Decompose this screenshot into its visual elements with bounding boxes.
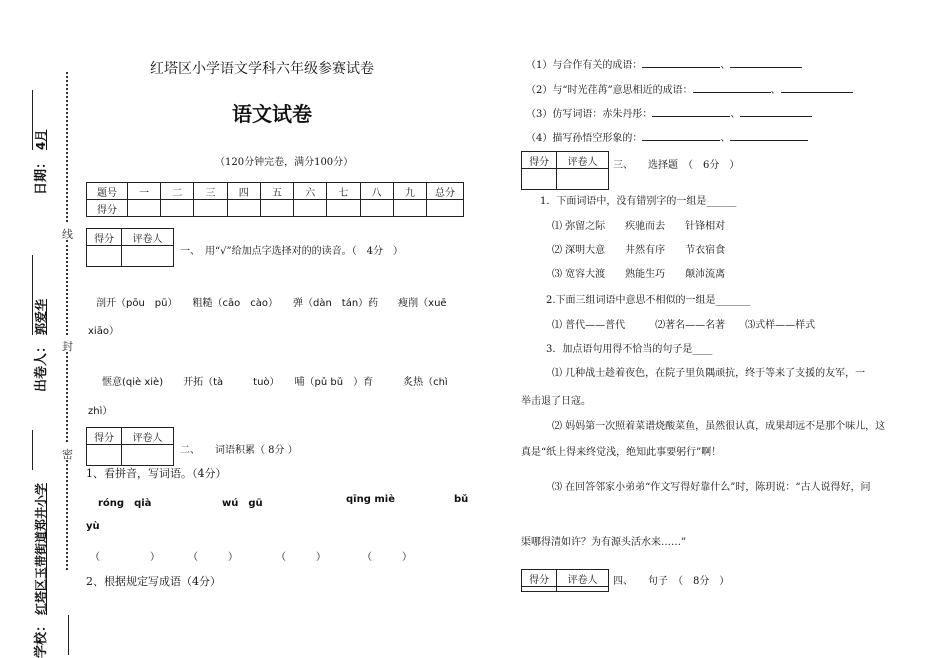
q3-1-option[interactable]: ⑴ 弥留之际 疾驰而去 针锋相对 xyxy=(552,221,726,232)
q3-2: 2.下面三组词语中意思不相似的一组是_______ xyxy=(546,295,751,306)
grader-input-cell[interactable] xyxy=(87,246,122,267)
answer-bracket[interactable]: （ ） xyxy=(90,552,160,563)
section1-line1-cont: xiāo） xyxy=(88,326,119,337)
pinyin-item: róng qià xyxy=(98,498,152,509)
binding-edge-line xyxy=(68,615,69,655)
grader-reviewer-label: 评卷人 xyxy=(122,229,174,246)
section4-heading: 四、 句子 （ 8分 ） xyxy=(613,576,730,587)
score-input-cell[interactable] xyxy=(161,200,194,217)
answer-blank[interactable] xyxy=(642,130,720,141)
answer-blank[interactable] xyxy=(693,82,771,93)
section1-line2-cont: zhì） xyxy=(88,406,113,417)
section1-line1: 剖开（pōu pū） 粗糙（cāo cào） 弹（dàn tán）药 瘦削（xuē xyxy=(96,298,447,309)
idiom-question xyxy=(526,56,802,71)
exam-info: （120分钟完卷，满分100分） xyxy=(215,157,354,168)
section2-q2: 2、根据规定写成语（4分） xyxy=(86,575,221,588)
grader-box xyxy=(521,569,609,592)
idiom-question xyxy=(526,81,853,96)
separator: 、 xyxy=(720,133,731,144)
q3-3-option-b[interactable]: ⑵ 妈妈第一次照着菜谱烧酸菜鱼，虽然很认真，成果却远不是那个味儿，这 xyxy=(552,421,886,432)
idiom-question xyxy=(526,105,812,120)
score-input-cell[interactable] xyxy=(194,200,227,217)
score-table-cell: 九 xyxy=(393,183,426,200)
q3-3-option-c-cont: 渠哪得清如许？为有源头活水来……” xyxy=(521,537,687,548)
answer-blank[interactable] xyxy=(642,57,720,68)
grader-reviewer-label: 评卷人 xyxy=(557,152,609,169)
separator: 、 xyxy=(730,109,741,120)
score-input-cell[interactable] xyxy=(227,200,260,217)
binding-dotted-line xyxy=(66,460,68,570)
answer-bracket[interactable]: （ ） xyxy=(188,552,238,563)
score-table-cell: 四 xyxy=(227,183,260,200)
date-value: 4月 xyxy=(34,129,48,150)
score-table-cell: 六 xyxy=(294,183,327,200)
q3-1-option[interactable]: ⑵ 深明大意 井然有序 节衣宿食 xyxy=(552,245,726,256)
score-input-cell[interactable] xyxy=(294,200,327,217)
school-label: 学校： xyxy=(34,618,49,658)
paper-title: 语文试卷 xyxy=(232,102,312,126)
grader-reviewer-label: 评卷人 xyxy=(557,570,609,587)
score-input-cell[interactable] xyxy=(128,200,161,217)
section1-heading: 一、 用“√”给加点字选择对的的读音。（ 4分 ） xyxy=(180,246,403,257)
answer-blank[interactable] xyxy=(730,130,808,141)
score-table-cell: 得分 xyxy=(87,200,128,217)
school-value: 红塔区玉带街道郑井小学 xyxy=(34,482,48,615)
grader-input-cell[interactable] xyxy=(122,246,174,267)
score-table-cell: 五 xyxy=(260,183,293,200)
binding-mark-line: 线 xyxy=(62,228,73,241)
section2-heading: 二、 词语积累（ 8分 ） xyxy=(180,445,298,456)
score-table-score-row xyxy=(87,200,464,217)
q3-3-option-b-cont: 真是“纸上得来终觉浅，绝知此事要躬行”啊！ xyxy=(521,447,722,458)
binding-dotted-line xyxy=(66,240,68,335)
pinyin-item: yù xyxy=(86,521,100,532)
q3-1-option[interactable]: ⑶ 宽容大渡 熟能生巧 颠沛流离 xyxy=(552,269,726,280)
grader-input-cell[interactable] xyxy=(522,169,557,190)
grader-score-label: 得分 xyxy=(522,152,557,169)
section1-line2: 惬意(qiè xiè) 开拓（tà tuò） 哺（pǔ bǔ ）育 炙热（chì xyxy=(102,377,448,388)
date-label: 日期： xyxy=(34,155,49,195)
school-underline xyxy=(32,430,33,470)
answer-blank[interactable] xyxy=(730,57,802,68)
score-table-cell: 一 xyxy=(128,183,161,200)
q3-3-option-c[interactable]: ⑶ 在回答邻家小弟弟“作文写得好靠什么”时，陈玥说：“古人说得好，问 xyxy=(552,482,871,493)
grader-box xyxy=(86,228,174,267)
grader-input-cell[interactable] xyxy=(522,587,557,592)
binding-dotted-line xyxy=(66,352,68,442)
school-title: 红塔区小学语文学科六年级参赛试卷 xyxy=(150,61,374,77)
grader-box xyxy=(521,151,609,190)
pinyin-item: qīng miè xyxy=(346,494,395,505)
score-table-header-row xyxy=(87,183,464,200)
grader-score-label: 得分 xyxy=(87,428,122,445)
idiom-question-text: （2）与“时光荏苒”意思相近的成语： xyxy=(526,85,693,96)
grader-input-cell[interactable] xyxy=(557,587,609,592)
score-input-cell[interactable] xyxy=(427,200,464,217)
score-table-cell: 总分 xyxy=(427,183,464,200)
grader-input-cell[interactable] xyxy=(122,445,174,466)
grader-input-cell[interactable] xyxy=(87,445,122,466)
grader-input-cell[interactable] xyxy=(557,169,609,190)
grader-score-label: 得分 xyxy=(522,570,557,587)
score-table-cell: 八 xyxy=(360,183,393,200)
binding-dotted-line xyxy=(66,72,68,222)
pinyin-item: bǔ xyxy=(454,494,469,505)
idiom-question-text: （1）与合作有关的成语： xyxy=(526,60,643,71)
binding-mark-secret: 密 xyxy=(62,448,73,461)
score-input-cell[interactable] xyxy=(393,200,426,217)
score-input-cell[interactable] xyxy=(360,200,393,217)
answer-bracket[interactable]: （ ） xyxy=(362,552,412,563)
score-input-cell[interactable] xyxy=(327,200,360,217)
idiom-question-text: （4）描写孙悟空形象的： xyxy=(526,133,643,144)
q3-3-option-a[interactable]: ⑴ 几种战士趁着夜色，在院子里负隅顽抗，终于等来了支援的友军，一 xyxy=(552,368,866,379)
score-table-cell: 题号 xyxy=(87,183,128,200)
score-table-cell: 三 xyxy=(194,183,227,200)
answer-blank[interactable] xyxy=(652,106,730,117)
grader-score-label: 得分 xyxy=(87,229,122,246)
grader-reviewer-label: 评卷人 xyxy=(122,428,174,445)
score-input-cell[interactable] xyxy=(260,200,293,217)
separator: 、 xyxy=(770,85,781,96)
score-table-cell: 二 xyxy=(161,183,194,200)
answer-blank[interactable] xyxy=(781,82,853,93)
grader-box xyxy=(86,427,174,466)
binding-mark-seal: 封 xyxy=(62,340,73,353)
section3-heading: 三、 选择题 （ 6分 ） xyxy=(613,160,740,171)
answer-blank[interactable] xyxy=(740,106,812,117)
q3-3: 3．加点语句用得不恰当的句子是____ xyxy=(546,344,713,355)
q3-2-options[interactable]: ⑴ 普代——普代 ⑵著名——名著 ⑶式样——样式 xyxy=(552,320,816,331)
idiom-question-text: （3）仿写词语：赤朱丹彤： xyxy=(526,109,653,120)
q3-3-option-a-cont: 举击退了日寇。 xyxy=(521,396,591,407)
q3-1: 1．下面词语中，没有错别字的一组是______ xyxy=(540,196,737,207)
date-underline xyxy=(32,90,33,150)
score-table xyxy=(86,182,464,217)
idiom-question xyxy=(526,129,808,144)
pinyin-item: wú gū xyxy=(222,498,263,509)
author-underline xyxy=(32,255,33,335)
section2-q1: 1、看拼音，写词语。（4分） xyxy=(86,467,227,480)
author-label: 出卷人： xyxy=(34,339,49,392)
separator: 、 xyxy=(720,60,731,71)
author-value: 郭爱华 xyxy=(34,298,48,335)
answer-bracket[interactable]: （ ） xyxy=(276,552,326,563)
score-table-cell: 七 xyxy=(327,183,360,200)
